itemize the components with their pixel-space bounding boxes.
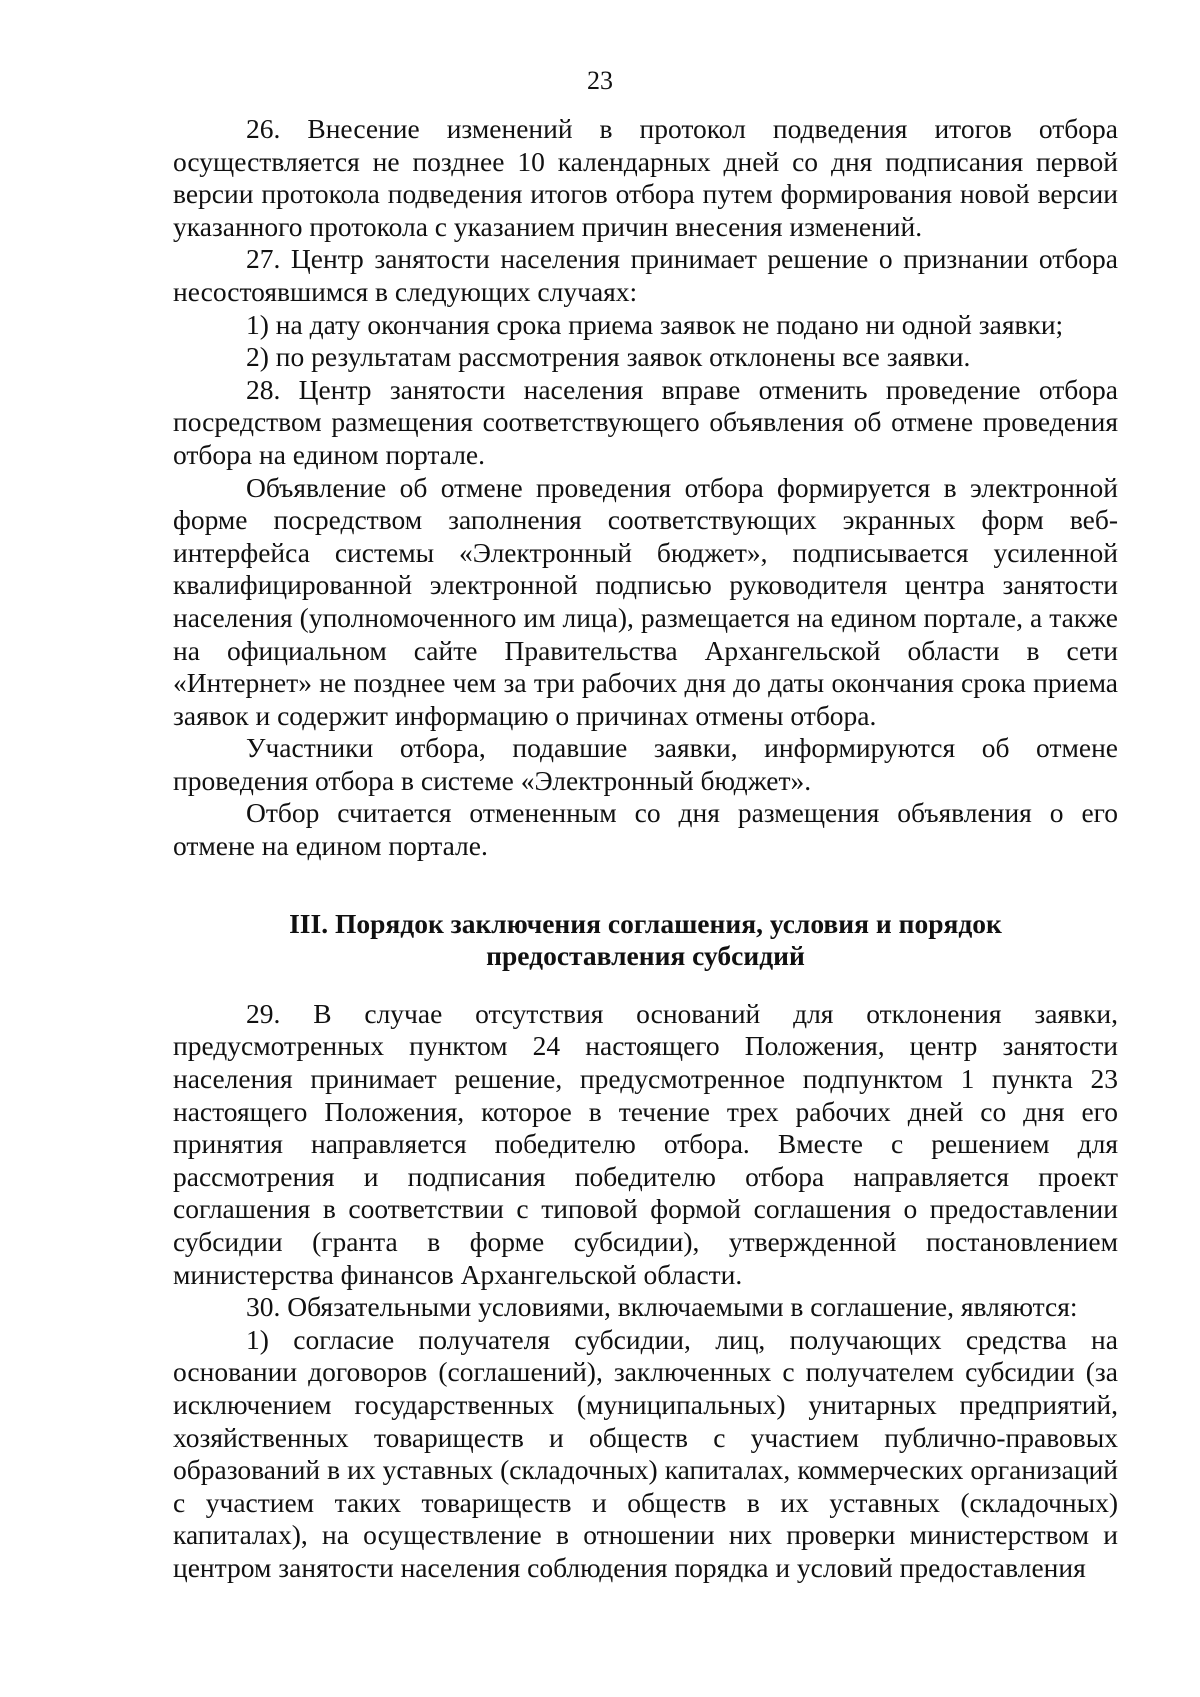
paragraph-27-item-1: 1) на дату окончания срока приема заявок не подано ни одной заявки; bbox=[246, 308, 1064, 340]
section-heading bbox=[173, 908, 1118, 973]
paragraph-30-item-1: 1) согласие получателя субсидии, лиц, получающих средства на основании договоров (соглашений), заключенных с получателем субсидии (за исключением государственных (муниципальных) унитарных предприятий, хозяйственных товариществ и обществ с участием публично-правовых образований в их уставных (складочных) капиталах, коммерческих организаций с участием таких товариществ и обществ в их уставных (складочных) капиталах), на осуществление в отношении них проверки министерством и центром занятости населения соблюдения порядка и условий предоставления bbox=[173, 1323, 1118, 1583]
paragraph-28-cancelled: Отбор считается отмененным со дня размещения объявления о его отмене на едином портале. bbox=[173, 797, 1118, 862]
paragraph-27-item-2: 2) по результатам рассмотрения заявок отклонены все заявки. bbox=[246, 341, 971, 373]
document-body bbox=[173, 113, 1118, 1585]
paragraph-30: 30. Обязательными условиями, включаемыми в соглашение, являются: bbox=[246, 1291, 1078, 1323]
section-heading-line-2: предоставления субсидий bbox=[486, 940, 805, 972]
page-number: 23 bbox=[587, 66, 613, 95]
paragraph-29: 29. В случае отсутствия оснований для отклонения заявки, предусмотренных пунктом 24 настоящего Положения, центр занятости населения принимает решение, предусмотренное подпунктом 1 пункта 23 настоящего Положения, которое в течение трех рабочих дней со дня его принятия направляется победителю отбора. Вместе с решением для рассмотрения и подписания победителю отбора направляется проект соглашения в соответствии с типовой формой соглашения о предоставлении субсидии (гранта в форме субсидии), утвержденной постановлением министерства финансов Архангельской области. bbox=[173, 997, 1118, 1290]
paragraph-28: 28. Центр занятости населения вправе отменить проведение отбора посредством размещения соответствующего объявления об отмене проведения отбора на едином портале. bbox=[173, 373, 1118, 470]
paragraph-27: 27. Центр занятости населения принимает решение о признании отбора несостоявшимся в следующих случаях: bbox=[173, 243, 1118, 307]
paragraph-28-participants: Участники отбора, подавшие заявки, информируются об отмене проведения отбора в системе «Электронный бюджет». bbox=[173, 732, 1118, 796]
paragraph-28-announcement: Объявление об отмене проведения отбора формируется в электронной форме посредством заполнения соответствующих экранных форм веб-интерфейса системы «Электронный бюджет», подписывается усиленной квалифицированной электронной подписью руководителя центра занятости населения (уполномоченного им лица), размещается на едином портале, а также на официальном сайте Правительства Архангельской области в сети «Интернет» не позднее чем за три рабочих дня до даты окончания срока приема заявок и содержит информацию о причинах отмены отбора. bbox=[173, 471, 1118, 731]
paragraph-26: 26. Внесение изменений в протокол подведения итогов отбора осуществляется не позднее 10 календарных дней со дня подписания первой версии протокола подведения итогов отбора путем формирования новой версии указанного протокола с указанием причин внесения изменений. bbox=[173, 113, 1118, 242]
section-heading-line-1: III. Порядок заключения соглашения, условия и порядок bbox=[289, 907, 1002, 939]
